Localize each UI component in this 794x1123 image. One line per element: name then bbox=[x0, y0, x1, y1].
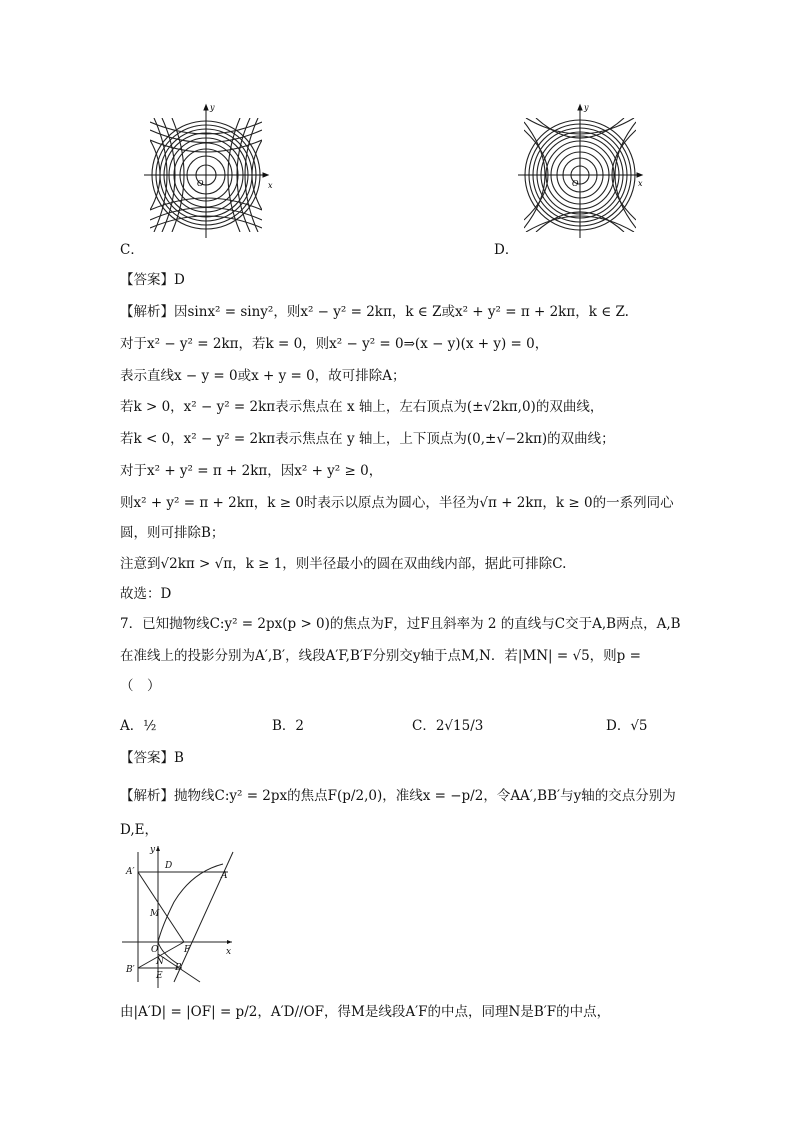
q6-analysis-line-7: 则x² + y² = π + 2kπ，k ≥ 0时表示以原点为圆心，半径为√π + 2kπ，k ≥ 0的一系列同心 bbox=[120, 495, 674, 511]
figure-d-origin-label: O bbox=[572, 179, 579, 188]
q6-analysis-line-6: 对于x² + y² = π + 2kπ，因x² + y² ≥ 0， bbox=[120, 463, 383, 479]
figure-c-y-label: y bbox=[210, 103, 215, 112]
q6-analysis-line-8: 圆，则可排除B； bbox=[120, 525, 225, 541]
label-o: O bbox=[151, 945, 159, 955]
q7-stem-line-2: 在准线上的投影分别为A′,B′，线段A′F,B′F分别交y轴于点M,N．若|MN| = √5，则p = bbox=[120, 648, 641, 664]
q7-stem-line-1: 7．已知抛物线C:y² = 2px(p > 0)的焦点为F，过F且斜率为 2 的直线与C交于A,B两点，A,B bbox=[120, 616, 681, 632]
figure-option-c bbox=[140, 100, 275, 240]
parabola-diagram-svg bbox=[118, 842, 248, 992]
label-a-prime: A′ bbox=[126, 867, 135, 877]
q6-analysis-line-3: 表示直线x − y = 0或x + y = 0，故可排除A； bbox=[120, 368, 406, 384]
label-a: A bbox=[221, 871, 228, 881]
q6-analysis-line-5: 若k < 0，x² − y² = 2kπ表示焦点在 y 轴上，上下顶点为(0,±√−2kπ)的双曲线； bbox=[120, 431, 615, 447]
figure-d-graph bbox=[514, 100, 649, 240]
label-f: F bbox=[184, 945, 191, 955]
q6-analysis-line-9: 注意到√2kπ > √π，k ≥ 1，则半径最小的圆在双曲线内部，据此可排除C. bbox=[120, 556, 567, 572]
figure-option-d bbox=[514, 100, 649, 240]
label-n: N bbox=[156, 957, 164, 967]
q7-analysis-line-2: D,E， bbox=[120, 822, 158, 838]
figure-c-graph bbox=[140, 100, 275, 240]
label-x-axis: x bbox=[226, 947, 232, 957]
figure-d-y-label: y bbox=[584, 103, 589, 112]
option-c-label: C． bbox=[120, 242, 144, 258]
q6-analysis-line-10: 故选：D bbox=[120, 586, 172, 602]
figure-d-x-label: x bbox=[638, 179, 643, 188]
figure-c-origin-label: O bbox=[197, 179, 204, 188]
label-e: E bbox=[156, 971, 163, 981]
q7-option-a: A．½ bbox=[120, 718, 157, 734]
label-d: D bbox=[165, 861, 173, 871]
option-d-label: D． bbox=[494, 242, 519, 258]
q7-option-c: C．2√15/3 bbox=[412, 718, 484, 734]
label-b-prime: B′ bbox=[126, 965, 135, 975]
parabola-diagram bbox=[118, 842, 248, 992]
q7-stem-line-3: （ ） bbox=[120, 678, 161, 694]
figure-c-x-label: x bbox=[268, 181, 273, 190]
q6-analysis-line-4: 若k > 0，x² − y² = 2kπ表示焦点在 x 轴上，左右顶点为(±√2kπ,0)的双曲线， bbox=[120, 399, 604, 415]
q7-answer: 【答案】B bbox=[120, 750, 184, 766]
label-m: M bbox=[150, 909, 160, 919]
q6-analysis-line-1: 【解析】因sinx² = siny²，则x² − y² = 2kπ，k ∈ Z或x² + y² = π + 2kπ，k ∈ Z. bbox=[120, 304, 629, 320]
q7-option-b: B．2 bbox=[272, 718, 305, 734]
q7-option-d: D．√5 bbox=[606, 718, 648, 734]
label-y-axis: y bbox=[150, 845, 156, 855]
q7-analysis-line-3: 由|A′D| = |OF| = p/2，A′D//OF，得M是线段A′F的中点，同理N是B′F的中点， bbox=[120, 1004, 611, 1020]
q7-analysis-line-1: 【解析】抛物线C:y² = 2px的焦点F(p/2,0)，准线x = −p/2，令AA′,BB′与y轴的交点分别为 bbox=[120, 788, 676, 804]
q6-analysis-line-2: 对于x² − y² = 2kπ，若k = 0，则x² − y² = 0⇒(x − y)(x + y) = 0， bbox=[120, 336, 549, 352]
q6-answer: 【答案】D bbox=[120, 272, 185, 288]
label-b: B bbox=[175, 963, 182, 973]
